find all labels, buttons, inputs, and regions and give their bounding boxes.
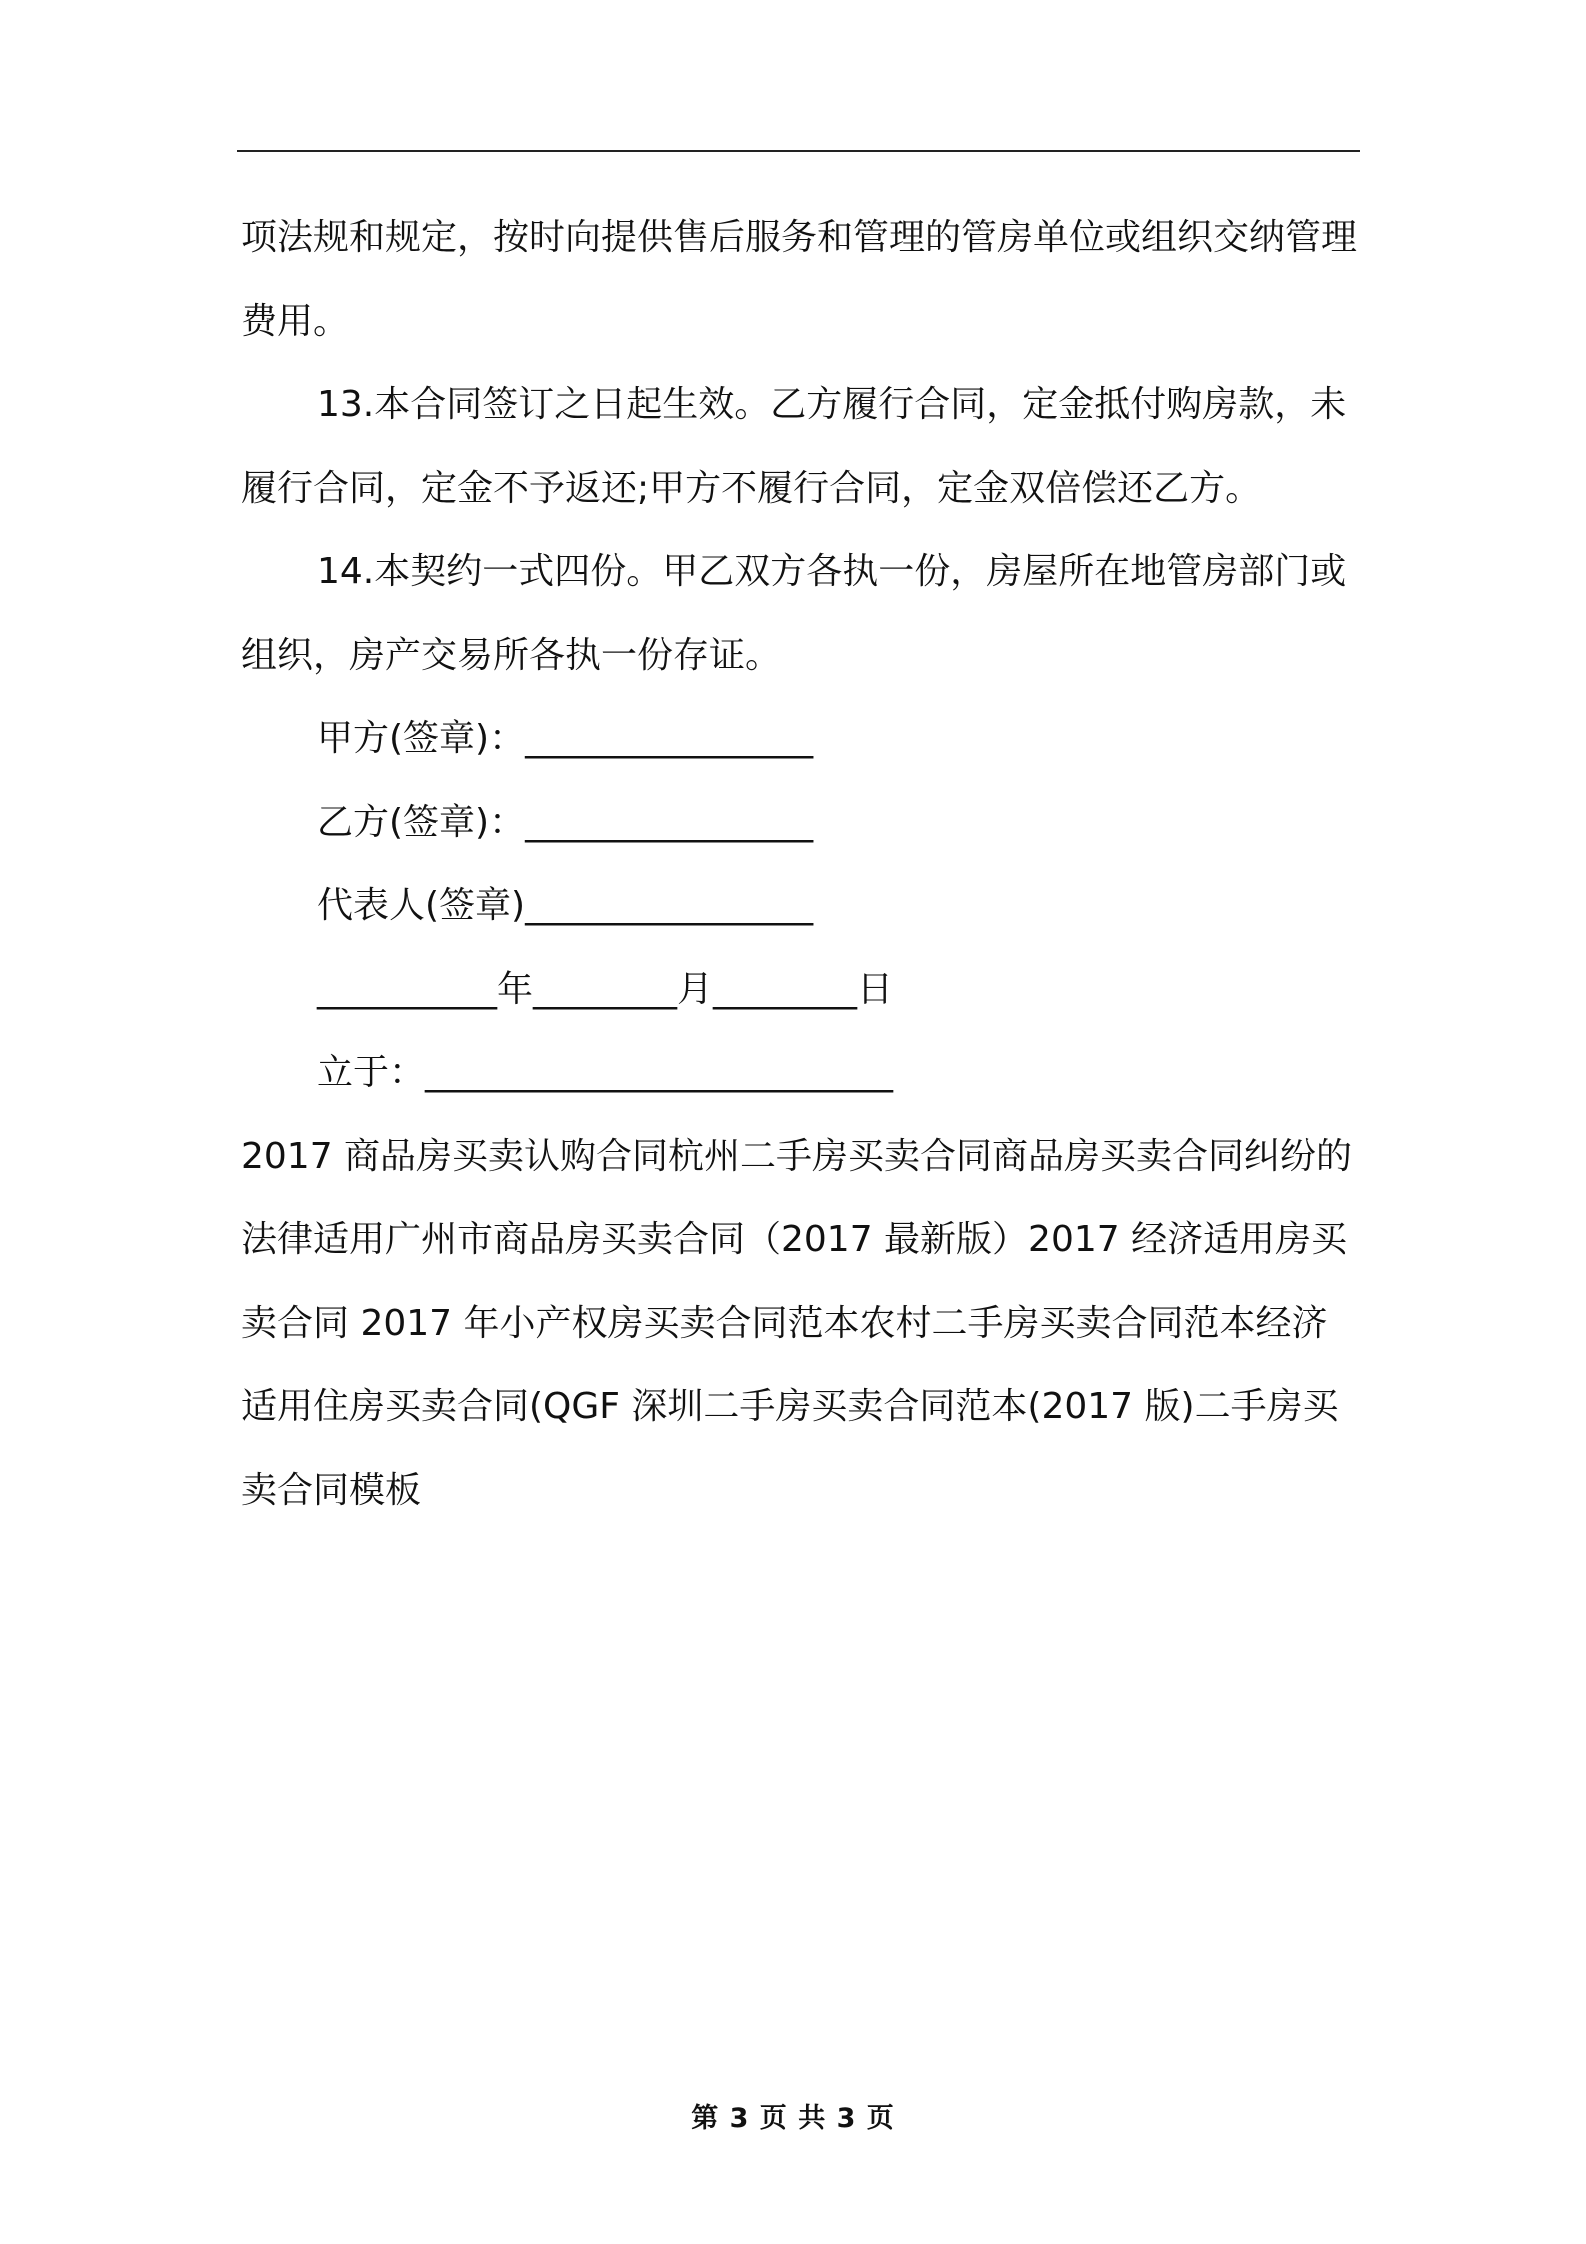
related-documents-text: 2017 商品房买卖认购合同杭州二手房买卖合同商品房买卖合同纠纷的法律适用广州市商品房买卖合同（2017 最新版）2017 经济适用房买卖合同 2017 年小产权房买卖合同范本农村二手房买卖合同范本经济适用住房买卖合同(QGF 深圳二手房买卖合同范本(2017 版)二手房买卖合同模板: [241, 1135, 1353, 1511]
representative-signature-line: 代表人(签章)________________: [317, 885, 814, 926]
clause-13: 13.本合同签订之日起生效。乙方履行合同，定金抵付购房款，未履行合同，定金不予返还;甲方不履行合同，定金双倍偿还乙方。: [241, 384, 1347, 509]
paragraph-continuation: 项法规和规定，按时向提供售后服务和管理的管房单位或组织交纳管理费用。: [241, 217, 1358, 342]
document-body: [241, 196, 1363, 1532]
party-a-signature-line: 甲方(签章)：________________: [317, 718, 814, 759]
page-number-footer: 第 3 页 共 3 页: [691, 2103, 895, 2134]
party-b-signature-line: 乙方(签章)：________________: [317, 801, 814, 843]
date-line: __________年________月________日: [317, 968, 893, 1010]
clause-14: 14.本契约一式四份。甲乙双方各执一份，房屋所在地管房部门或组织，房产交易所各执一份存证。: [241, 551, 1347, 676]
place-line: 立于：__________________________: [317, 1052, 894, 1093]
header-divider: [237, 150, 1360, 152]
signature-block: [241, 697, 1363, 1115]
